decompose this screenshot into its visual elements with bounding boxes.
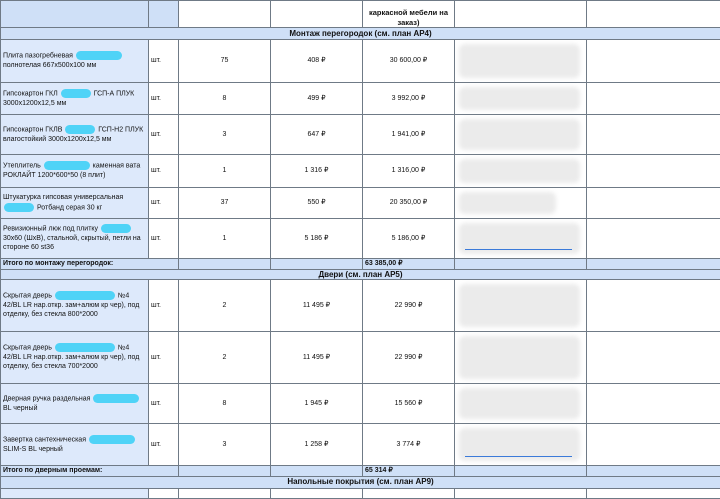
unit-cell: шт. xyxy=(149,384,179,424)
total-blank xyxy=(587,466,720,477)
image-cell xyxy=(455,332,587,384)
item-name-cell xyxy=(1,424,149,466)
table-row xyxy=(1,384,720,424)
redacted-brand xyxy=(55,291,115,300)
blurred-product-image xyxy=(459,44,580,78)
sum-cell: 5 186,00 ₽ xyxy=(363,219,455,259)
qty-cell: 8 xyxy=(179,384,271,424)
redacted-brand xyxy=(55,343,115,352)
item-name-cell xyxy=(1,40,149,83)
total-blank xyxy=(271,259,363,270)
blurred-product-image xyxy=(459,192,556,214)
section-title: Монтаж перегородок (см. план АР4) xyxy=(1,28,720,40)
sum-cell: 30 600,00 ₽ xyxy=(363,40,455,83)
header-cell-blank xyxy=(271,1,363,28)
item-name-cell xyxy=(1,115,149,155)
table-row xyxy=(1,40,720,83)
item-name-part: Скрытая дверь xyxy=(3,292,54,299)
note-cell xyxy=(587,83,720,115)
section-title: Двери (см. план АР5) xyxy=(1,269,720,280)
price-cell: 647 ₽ xyxy=(271,115,363,155)
header-row xyxy=(1,1,720,28)
qty-cell: 75 xyxy=(179,40,271,83)
price-cell: 408 ₽ xyxy=(271,40,363,83)
item-name-part: Гипсокартон ГКЛВ xyxy=(3,126,64,133)
total-value: 63 385,00 ₽ xyxy=(363,259,455,270)
redacted-brand xyxy=(93,394,139,403)
header-cell-blank xyxy=(455,1,587,28)
note-cell xyxy=(587,332,720,384)
total-label: Итого по монтажу перегородок: xyxy=(1,259,179,270)
price-cell: 1 316 ₽ xyxy=(271,155,363,188)
header-cell-blank xyxy=(179,1,271,28)
note-cell xyxy=(587,488,720,498)
image-cell xyxy=(455,40,587,83)
item-name-cell xyxy=(1,384,149,424)
hyperlink-underline[interactable] xyxy=(465,249,572,250)
item-name-cell xyxy=(1,188,149,219)
item-name-part: Ревизионный люк под плитку xyxy=(3,225,100,232)
blurred-product-image xyxy=(459,388,580,419)
unit-cell: шт. xyxy=(149,219,179,259)
total-blank xyxy=(179,259,271,270)
item-name-part: ГСП-А ПЛУК 3000x1200x12,5 мм xyxy=(3,90,134,107)
table-row xyxy=(1,280,720,332)
price-cell xyxy=(271,488,363,498)
blurred-product-image xyxy=(459,159,580,183)
image-cell xyxy=(455,115,587,155)
price-cell: 499 ₽ xyxy=(271,83,363,115)
image-cell xyxy=(455,384,587,424)
item-name-cell xyxy=(1,280,149,332)
sum-cell: 20 350,00 ₽ xyxy=(363,188,455,219)
hyperlink-underline[interactable] xyxy=(465,456,572,457)
note-cell xyxy=(587,280,720,332)
image-cell xyxy=(455,155,587,188)
unit-cell: шт. xyxy=(149,115,179,155)
table-row xyxy=(1,424,720,466)
item-name-part: Ротбанд серая 30 кг xyxy=(35,204,102,211)
item-name-part: Гипсокартон ГКЛ xyxy=(3,90,60,97)
item-name-part: Плита пазогребневая xyxy=(3,53,75,60)
redacted-brand xyxy=(44,161,90,170)
header-cell-blank xyxy=(149,1,179,28)
qty-cell: 2 xyxy=(179,280,271,332)
sum-cell: 22 990 ₽ xyxy=(363,280,455,332)
unit-cell: шт. xyxy=(149,83,179,115)
blurred-product-image xyxy=(459,284,580,327)
qty-cell: 1 xyxy=(179,155,271,188)
item-name-part: ГСП-Н2 ПЛУК влагостойкий 3000x1200x12,5 мм xyxy=(3,126,143,143)
sum-cell xyxy=(363,488,455,498)
table-row xyxy=(1,155,720,188)
price-cell: 1 945 ₽ xyxy=(271,384,363,424)
header-cell-blank xyxy=(1,1,149,28)
image-cell xyxy=(455,219,587,259)
blurred-product-image xyxy=(459,119,580,150)
table-row xyxy=(1,488,720,498)
redacted-brand xyxy=(4,203,34,212)
table-row xyxy=(1,83,720,115)
item-name-part: SLIM-S BL черный xyxy=(3,446,63,453)
blurred-product-image xyxy=(459,87,580,110)
table-row xyxy=(1,188,720,219)
section-header-row xyxy=(1,476,720,488)
sum-cell: 1 941,00 ₽ xyxy=(363,115,455,155)
note-cell xyxy=(587,424,720,466)
redacted-brand xyxy=(101,224,131,233)
image-cell xyxy=(455,280,587,332)
unit-cell: шт. xyxy=(149,280,179,332)
table-row xyxy=(1,115,720,155)
redacted-brand xyxy=(89,435,135,444)
item-name-part: Дверная ручка раздельная xyxy=(3,395,92,402)
image-cell xyxy=(455,424,587,466)
section-header-row xyxy=(1,269,720,280)
item-name-cell xyxy=(1,219,149,259)
total-row xyxy=(1,466,720,477)
note-cell xyxy=(587,188,720,219)
item-name-part: BL черный xyxy=(3,405,38,412)
unit-cell xyxy=(149,488,179,498)
item-name-part: полнотелая 667x500x100 мм xyxy=(3,62,96,69)
qty-cell: 37 xyxy=(179,188,271,219)
sum-cell: 1 316,00 ₽ xyxy=(363,155,455,188)
item-name-part: Утеплитель xyxy=(3,163,43,170)
note-cell xyxy=(587,155,720,188)
price-cell: 550 ₽ xyxy=(271,188,363,219)
item-name-part: Скрытая дверь xyxy=(3,344,54,351)
header-cell-blank xyxy=(587,1,720,28)
total-blank xyxy=(587,259,720,270)
sum-cell: 22 990 ₽ xyxy=(363,332,455,384)
unit-cell: шт. xyxy=(149,155,179,188)
total-blank xyxy=(271,466,363,477)
item-name-part: №4 42/BL LR нар.откр. зам+алюм кр чер), под отделку, без стекла 700*2000 xyxy=(3,344,139,370)
total-row xyxy=(1,259,720,270)
item-name-cell xyxy=(1,332,149,384)
redacted-brand xyxy=(61,89,91,98)
note-cell xyxy=(587,384,720,424)
section-title: Напольные покрытия (см. план АР9) xyxy=(1,476,720,488)
price-cell: 11 495 ₽ xyxy=(271,332,363,384)
table-row xyxy=(1,219,720,259)
qty-cell: 3 xyxy=(179,424,271,466)
image-cell xyxy=(455,188,587,219)
note-cell xyxy=(587,219,720,259)
qty-cell: 1 xyxy=(179,219,271,259)
item-name-cell xyxy=(1,488,149,498)
image-cell xyxy=(455,83,587,115)
sum-cell: 15 560 ₽ xyxy=(363,384,455,424)
total-value: 65 314 ₽ xyxy=(363,466,455,477)
sum-cell: 3 992,00 ₽ xyxy=(363,83,455,115)
item-name-part: Штукатурка гипсовая универсальная xyxy=(3,194,123,201)
total-blank xyxy=(455,259,587,270)
note-cell xyxy=(587,40,720,83)
unit-cell: шт. xyxy=(149,332,179,384)
qty-cell: 2 xyxy=(179,332,271,384)
header-cell-partial: каркасной мебели на заказ) xyxy=(363,1,455,28)
unit-cell: шт. xyxy=(149,40,179,83)
note-cell xyxy=(587,115,720,155)
unit-cell: шт. xyxy=(149,424,179,466)
image-cell xyxy=(455,488,587,498)
item-name-part: каменная вата РОКЛАЙТ 1200*600*50 (8 плит) xyxy=(3,163,140,180)
unit-cell: шт. xyxy=(149,188,179,219)
item-name-part: 30x60 (ШxВ), стальной, скрытый, петли на стороне 60 st36 xyxy=(3,235,141,252)
redacted-brand xyxy=(76,51,122,60)
redacted-brand xyxy=(65,125,95,134)
blurred-product-image xyxy=(459,336,580,379)
qty-cell: 3 xyxy=(179,115,271,155)
sum-cell: 3 774 ₽ xyxy=(363,424,455,466)
table-row xyxy=(1,332,720,384)
total-label: Итого по дверным проемам: xyxy=(1,466,179,477)
item-name-part: №4 42/BL LR нар.откр. зам+алюм кр чер), под отделку, без стекла 800*2000 xyxy=(3,292,139,318)
qty-cell: 8 xyxy=(179,83,271,115)
price-cell: 5 186 ₽ xyxy=(271,219,363,259)
price-cell: 11 495 ₽ xyxy=(271,280,363,332)
price-cell: 1 258 ₽ xyxy=(271,424,363,466)
item-name-cell xyxy=(1,83,149,115)
total-blank xyxy=(455,466,587,477)
item-name-part: Завертка сантехническая xyxy=(3,436,88,443)
total-blank xyxy=(179,466,271,477)
section-header-row xyxy=(1,28,720,40)
item-name-cell xyxy=(1,155,149,188)
qty-cell xyxy=(179,488,271,498)
